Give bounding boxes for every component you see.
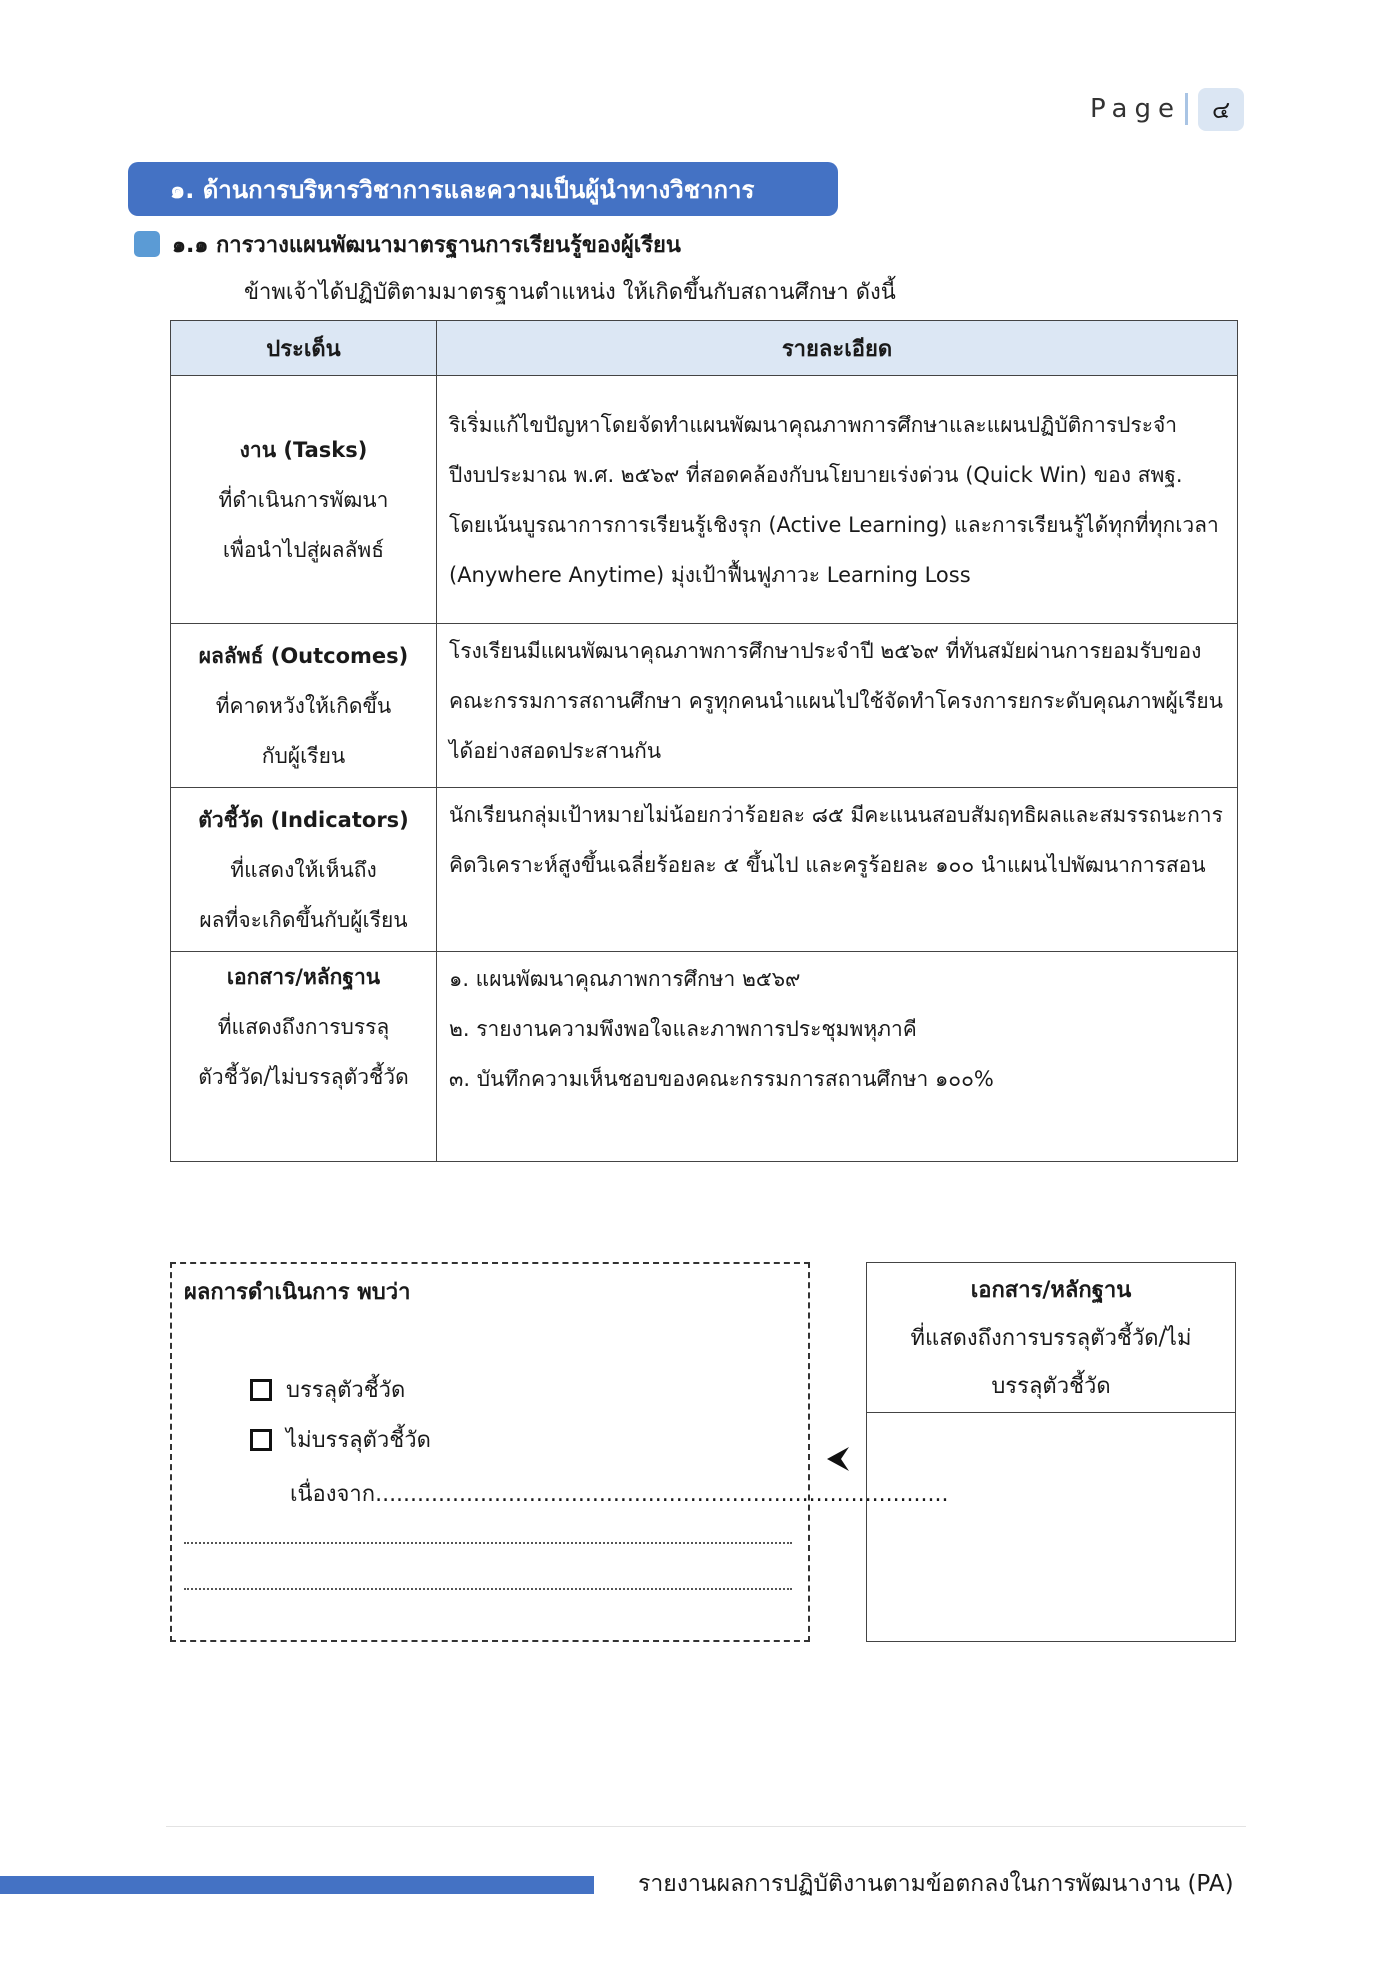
subsection-title: ๑.๑ การวางแผนพัฒนามาตรฐานการเรียนรู้ของผู้เรียน — [172, 232, 681, 258]
evidence-item: ๒. รายงานความพึงพอใจและภาพการประชุมพหุภาคี — [449, 1017, 917, 1041]
checkbox-achieved[interactable] — [250, 1379, 272, 1401]
evidence-box-title: เอกสาร/หลักฐาน — [970, 1278, 1132, 1303]
row-label-head: เอกสาร/หลักฐาน — [226, 965, 381, 989]
page-label: Page — [1090, 94, 1181, 124]
row-label-line: ตัวชี้วัด/ไม่บรรลุตัวชี้วัด — [198, 1065, 409, 1089]
footer-divider — [166, 1826, 1246, 1827]
row-label — [171, 376, 437, 624]
result-title: ผลการดำเนินการ พบว่า — [184, 1280, 411, 1305]
table-row-outcomes — [171, 624, 1238, 788]
table-row-tasks — [171, 376, 1238, 624]
row-label-line: ที่คาดหวังให้เกิดขึ้น — [215, 693, 392, 718]
option-not-achieved-label: ไม่บรรลุตัวชี้วัด — [286, 1428, 431, 1453]
column-header-topic: ประเด็น — [171, 321, 437, 376]
row-label-line: เพื่อนำไปสู่ผลลัพธ์ — [222, 537, 385, 562]
row-label-line: ที่แสดงให้เห็นถึง — [230, 857, 377, 882]
because-line[interactable]: เนื่องจาก.................................................................................. — [290, 1482, 949, 1507]
row-label-head: งาน (Tasks) — [239, 437, 368, 462]
evidence-box-line: บรรลุตัวชี้วัด — [991, 1374, 1111, 1399]
table-header-row — [171, 321, 1238, 376]
evidence-box — [866, 1262, 1236, 1642]
checkbox-not-achieved[interactable] — [250, 1429, 272, 1451]
footer-accent-bar — [0, 1876, 594, 1894]
blank-dotted-line[interactable] — [184, 1586, 792, 1590]
option-not-achieved[interactable] — [250, 1422, 431, 1457]
result-box — [170, 1262, 949, 1642]
row-label — [171, 624, 437, 788]
pa-table — [170, 320, 1238, 1162]
row-label-line: กับผู้เรียน — [261, 743, 346, 768]
row-label-head: ตัวชี้วัด (Indicators) — [198, 807, 409, 832]
arrow-left-icon — [824, 1444, 852, 1474]
page-separator — [1185, 93, 1188, 125]
row-detail — [437, 952, 1238, 1162]
square-bullet-icon — [134, 231, 160, 257]
row-label-line: ที่แสดงถึงการบรรลุ — [217, 1015, 390, 1039]
row-label-head: ผลลัพธ์ (Outcomes) — [198, 643, 409, 668]
row-label — [171, 788, 437, 952]
evidence-box-header — [867, 1263, 1235, 1413]
row-detail: โรงเรียนมีแผนพัฒนาคุณภาพการศึกษาประจำปี ๒๕๖๙ ที่ทันสมัยผ่านการยอมรับของคณะกรรมการสถานศึกษา ครูทุกคนนำแผนไปใช้จัดทำโครงการยกระดับคุณภาพผู้เรียนได้อย่างสอดประสานกัน — [437, 624, 1238, 788]
column-header-detail: รายละเอียด — [437, 321, 1238, 376]
blank-dotted-line[interactable] — [184, 1540, 792, 1544]
page-header — [1090, 88, 1260, 130]
row-detail: ริเริ่มแก้ไขปัญหาโดยจัดทำแผนพัฒนาคุณภาพการศึกษาและแผนปฏิบัติการประจำปีงบประมาณ พ.ศ. ๒๕๖๙ ที่สอดคล้องกับนโยบายเร่งด่วน (Quick Win) ของ สพฐ. โดยเน้นบูรณาการการเรียนรู้เชิงรุก (Active Learning) และการเรียนรู้ได้ทุกที่ทุกเวลา (Anywhere Anytime) มุ่งเป้าฟื้นฟูภาวะ Learning Loss — [437, 376, 1238, 624]
option-achieved-label: บรรลุตัวชี้วัด — [286, 1378, 406, 1403]
evidence-item: ๓. บันทึกความเห็นชอบของคณะกรรมการสถานศึกษา ๑๐๐% — [449, 1067, 994, 1091]
page-number: ๔ — [1198, 88, 1244, 131]
intro-text: ข้าพเจ้าได้ปฏิบัติตามมาตรฐานตำแหน่ง ให้เกิดขึ้นกับสถานศึกษา ดังนี้ — [244, 280, 896, 305]
footer-text: รายงานผลการปฏิบัติงานตามข้อตกลงในการพัฒนางาน (PA) — [638, 1871, 1234, 1897]
row-label-line: ผลที่จะเกิดขึ้นกับผู้เรียน — [199, 907, 408, 932]
table-row-evidence — [171, 952, 1238, 1162]
evidence-item: ๑. แผนพัฒนาคุณภาพการศึกษา ๒๕๖๙ — [449, 967, 801, 991]
table-row-indicators — [171, 788, 1238, 952]
row-label-line: ที่ดำเนินการพัฒนา — [218, 487, 389, 512]
evidence-box-content-area[interactable] — [867, 1413, 1235, 1639]
row-detail: นักเรียนกลุ่มเป้าหมายไม่น้อยกว่าร้อยละ ๘๕ มีคะแนนสอบสัมฤทธิผลและสมรรถนะการคิดวิเคราะห์สูงขึ้นเฉลี่ยร้อยละ ๕ ขึ้นไป และครูร้อยละ ๑๐๐ นำแผนไปพัฒนาการสอน — [437, 788, 1238, 952]
row-label — [171, 952, 437, 1162]
subsection-heading — [134, 226, 681, 262]
evidence-box-line: ที่แสดงถึงการบรรลุตัวชี้วัด/ไม่ — [910, 1326, 1192, 1351]
option-achieved[interactable] — [250, 1372, 405, 1407]
section-title: ๑. ด้านการบริหารวิชาการและความเป็นผู้นำทางวิชาการ — [128, 162, 838, 216]
